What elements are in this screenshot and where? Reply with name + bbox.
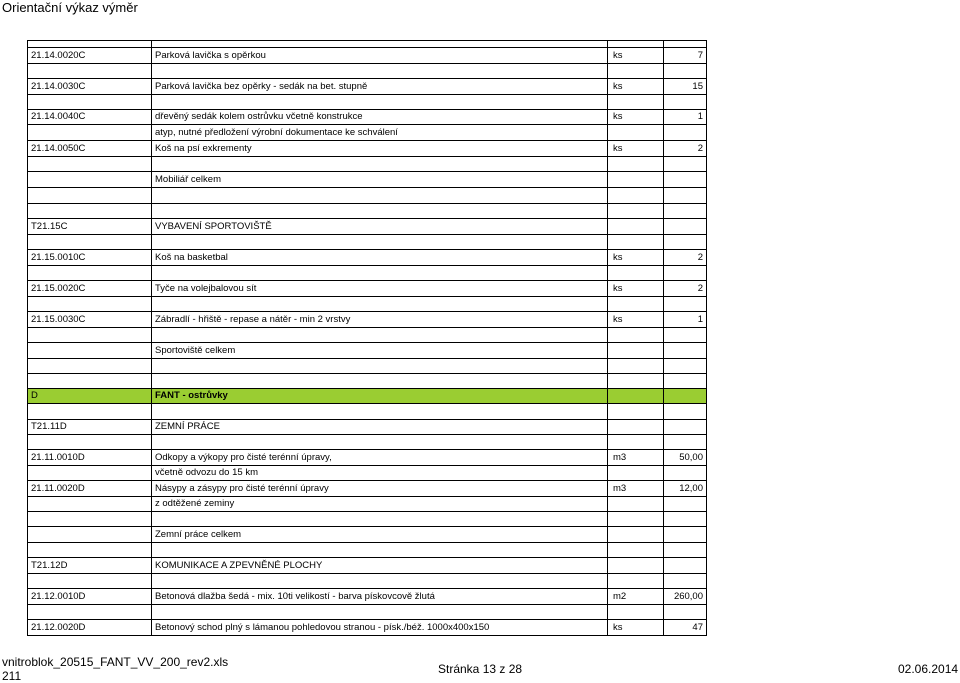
cell-code: D [28, 389, 152, 404]
table-row [28, 558, 707, 574]
cell-description [152, 543, 608, 558]
cell-unit [608, 297, 664, 312]
cell-unit [608, 157, 664, 172]
cell-description [152, 297, 608, 312]
cell-description: Koš na psí exkrementy [152, 141, 608, 157]
cell-quantity [664, 343, 707, 359]
table-row [28, 188, 707, 204]
cell-code [28, 374, 152, 389]
cell-quantity [664, 95, 707, 110]
cell-unit [608, 328, 664, 343]
cell-description: Parková lavička bez opěrky - sedák na bet. stupně [152, 79, 608, 95]
cell-unit: m3 [608, 450, 664, 466]
cell-quantity: 1 [664, 110, 707, 125]
cell-unit [608, 41, 664, 48]
cell-description: Odkopy a výkopy pro čisté terénní úpravy, [152, 450, 608, 466]
cell-unit [608, 343, 664, 359]
cell-quantity [664, 297, 707, 312]
cell-code [28, 204, 152, 219]
table-row [28, 481, 707, 497]
cell-description: ZEMNÍ PRÁCE [152, 420, 608, 435]
table-row [28, 312, 707, 328]
cell-quantity: 260,00 [664, 589, 707, 605]
cell-code [28, 157, 152, 172]
cell-code: 21.15.0030C [28, 312, 152, 328]
table-row [28, 450, 707, 466]
cell-unit [608, 527, 664, 543]
cell-unit [608, 172, 664, 188]
cell-description [152, 41, 608, 48]
cell-quantity [664, 64, 707, 79]
cell-description [152, 512, 608, 527]
cell-quantity [664, 420, 707, 435]
cell-code [28, 359, 152, 374]
table-row [28, 250, 707, 266]
table-row [28, 79, 707, 95]
cell-quantity [664, 219, 707, 235]
cell-code: 21.15.0010C [28, 250, 152, 266]
table-row [28, 389, 707, 404]
cell-unit [608, 235, 664, 250]
cell-unit: ks [608, 281, 664, 297]
footer-filename: vnitroblok_20515_FANT_VV_200_rev2.xls [2, 655, 229, 669]
cell-quantity [664, 157, 707, 172]
table-row [28, 172, 707, 188]
cell-code: T21.15C [28, 219, 152, 235]
cell-code: 21.15.0020C [28, 281, 152, 297]
cell-code [28, 188, 152, 204]
table-row [28, 157, 707, 172]
cell-quantity [664, 558, 707, 574]
cell-description [152, 266, 608, 281]
cell-unit [608, 359, 664, 374]
cell-unit: ks [608, 79, 664, 95]
table-row [28, 297, 707, 312]
cell-description [152, 95, 608, 110]
cell-unit [608, 435, 664, 450]
cell-description: Sportoviště celkem [152, 343, 608, 359]
cell-quantity [664, 543, 707, 558]
cell-code [28, 605, 152, 620]
cell-description [152, 188, 608, 204]
cell-code [28, 328, 152, 343]
cell-description [152, 204, 608, 219]
cell-unit [608, 404, 664, 420]
cell-description: Parková lavička s opěrkou [152, 48, 608, 64]
cell-description [152, 328, 608, 343]
cell-quantity: 2 [664, 250, 707, 266]
table-row [28, 466, 707, 481]
table-row [28, 328, 707, 343]
cell-quantity [664, 235, 707, 250]
table-row [28, 266, 707, 281]
cell-unit: m3 [608, 481, 664, 497]
cell-unit [608, 204, 664, 219]
cell-description: Tyče na volejbalovou sít [152, 281, 608, 297]
cell-code [28, 435, 152, 450]
cell-unit: ks [608, 110, 664, 125]
cell-unit [608, 466, 664, 481]
cell-description [152, 574, 608, 589]
footer-number: 211 [2, 669, 22, 683]
cell-description [152, 157, 608, 172]
cell-code [28, 266, 152, 281]
cell-description: Mobiliář celkem [152, 172, 608, 188]
cell-unit: m2 [608, 589, 664, 605]
table-row [28, 219, 707, 235]
cell-unit [608, 512, 664, 527]
cell-code: 21.12.0010D [28, 589, 152, 605]
cell-code [28, 235, 152, 250]
cell-code [28, 497, 152, 512]
table-row [28, 281, 707, 297]
bill-of-quantities-table [27, 40, 707, 636]
cell-quantity: 15 [664, 79, 707, 95]
cell-quantity [664, 497, 707, 512]
cell-code: 21.14.0050C [28, 141, 152, 157]
cell-quantity [664, 512, 707, 527]
table-row [28, 41, 707, 48]
cell-description [152, 235, 608, 250]
cell-code: 21.14.0040C [28, 110, 152, 125]
footer-page-number: Stránka 13 z 28 [438, 662, 523, 676]
table-row [28, 589, 707, 605]
cell-code: 21.14.0030C [28, 79, 152, 95]
cell-unit [608, 125, 664, 141]
cell-quantity [664, 527, 707, 543]
table-row [28, 512, 707, 527]
cell-code [28, 64, 152, 79]
table-row [28, 435, 707, 450]
cell-description [152, 374, 608, 389]
table-row [28, 95, 707, 110]
cell-quantity [664, 172, 707, 188]
cell-code [28, 574, 152, 589]
cell-code [28, 343, 152, 359]
table-row [28, 125, 707, 141]
cell-unit [608, 605, 664, 620]
cell-quantity: 50,00 [664, 450, 707, 466]
cell-unit: ks [608, 48, 664, 64]
document-title: Orientační výkaz výměr [2, 0, 138, 15]
cell-code [28, 404, 152, 420]
cell-description: Násypy a zásypy pro čisté terénní úpravy [152, 481, 608, 497]
footer-date: 02.06.2014 [898, 662, 959, 676]
cell-unit [608, 420, 664, 435]
cell-description [152, 404, 608, 420]
cell-code: 21.12.0020D [28, 620, 152, 636]
table-row [28, 574, 707, 589]
cell-code [28, 41, 152, 48]
cell-quantity: 12,00 [664, 481, 707, 497]
cell-quantity [664, 359, 707, 374]
cell-quantity [664, 435, 707, 450]
cell-unit [608, 497, 664, 512]
table-row [28, 359, 707, 374]
cell-description [152, 605, 608, 620]
cell-description: Betonový schod plný s lámanou pohledovou stranou - písk./béž. 1000x400x150 [152, 620, 608, 636]
cell-code: 21.11.0010D [28, 450, 152, 466]
cell-code [28, 543, 152, 558]
table-row [28, 527, 707, 543]
cell-quantity: 2 [664, 281, 707, 297]
cell-code: 21.14.0020C [28, 48, 152, 64]
cell-unit [608, 95, 664, 110]
table-row [28, 620, 707, 636]
cell-description: KOMUNIKACE A ZPEVNĚNÉ PLOCHY [152, 558, 608, 574]
cell-unit [608, 188, 664, 204]
cell-quantity [664, 328, 707, 343]
table-row [28, 404, 707, 420]
table-row [28, 204, 707, 219]
cell-quantity [664, 574, 707, 589]
cell-code [28, 512, 152, 527]
table-row [28, 343, 707, 359]
table-row [28, 374, 707, 389]
cell-unit: ks [608, 141, 664, 157]
cell-quantity: 7 [664, 48, 707, 64]
cell-quantity [664, 41, 707, 48]
cell-quantity: 1 [664, 312, 707, 328]
table-row [28, 235, 707, 250]
cell-unit [608, 574, 664, 589]
cell-description: Betonová dlažba šedá - mix. 10ti velikostí - barva pískovcově žlutá [152, 589, 608, 605]
table-row [28, 64, 707, 79]
cell-code [28, 95, 152, 110]
cell-quantity [664, 374, 707, 389]
cell-description: dřevěný sedák kolem ostrůvku včetně konstrukce [152, 110, 608, 125]
table-row [28, 497, 707, 512]
cell-unit [608, 374, 664, 389]
cell-unit: ks [608, 250, 664, 266]
cell-description [152, 359, 608, 374]
cell-quantity [664, 605, 707, 620]
cell-unit [608, 543, 664, 558]
cell-description: FANT - ostrůvky [152, 389, 608, 404]
table-row [28, 141, 707, 157]
cell-unit [608, 389, 664, 404]
cell-quantity [664, 466, 707, 481]
cell-quantity [664, 389, 707, 404]
table-row [28, 605, 707, 620]
cell-quantity [664, 266, 707, 281]
cell-unit [608, 558, 664, 574]
cell-unit: ks [608, 620, 664, 636]
cell-description: VYBAVENÍ SPORTOVIŠTĚ [152, 219, 608, 235]
cell-description: včetně odvozu do 15 km [152, 466, 608, 481]
table-row [28, 48, 707, 64]
cell-code [28, 527, 152, 543]
cell-description [152, 435, 608, 450]
cell-quantity [664, 188, 707, 204]
cell-code [28, 297, 152, 312]
cell-code [28, 172, 152, 188]
cell-code: T21.11D [28, 420, 152, 435]
cell-quantity: 47 [664, 620, 707, 636]
cell-description [152, 64, 608, 79]
table-row [28, 110, 707, 125]
cell-unit [608, 219, 664, 235]
cell-unit [608, 266, 664, 281]
cell-quantity: 2 [664, 141, 707, 157]
cell-description: z odtěžené zeminy [152, 497, 608, 512]
cell-quantity [664, 125, 707, 141]
cell-quantity [664, 204, 707, 219]
table-row [28, 420, 707, 435]
table-row [28, 543, 707, 558]
cell-code [28, 466, 152, 481]
cell-description: Zemní práce celkem [152, 527, 608, 543]
cell-code: T21.12D [28, 558, 152, 574]
cell-unit [608, 64, 664, 79]
cell-description: Zábradlí - hřiště - repase a nátěr - min 2 vrstvy [152, 312, 608, 328]
cell-description: Koš na basketbal [152, 250, 608, 266]
cell-quantity [664, 404, 707, 420]
cell-code: 21.11.0020D [28, 481, 152, 497]
cell-description: atyp, nutné předložení výrobní dokumentace ke schválení [152, 125, 608, 141]
cell-code [28, 125, 152, 141]
cell-unit: ks [608, 312, 664, 328]
